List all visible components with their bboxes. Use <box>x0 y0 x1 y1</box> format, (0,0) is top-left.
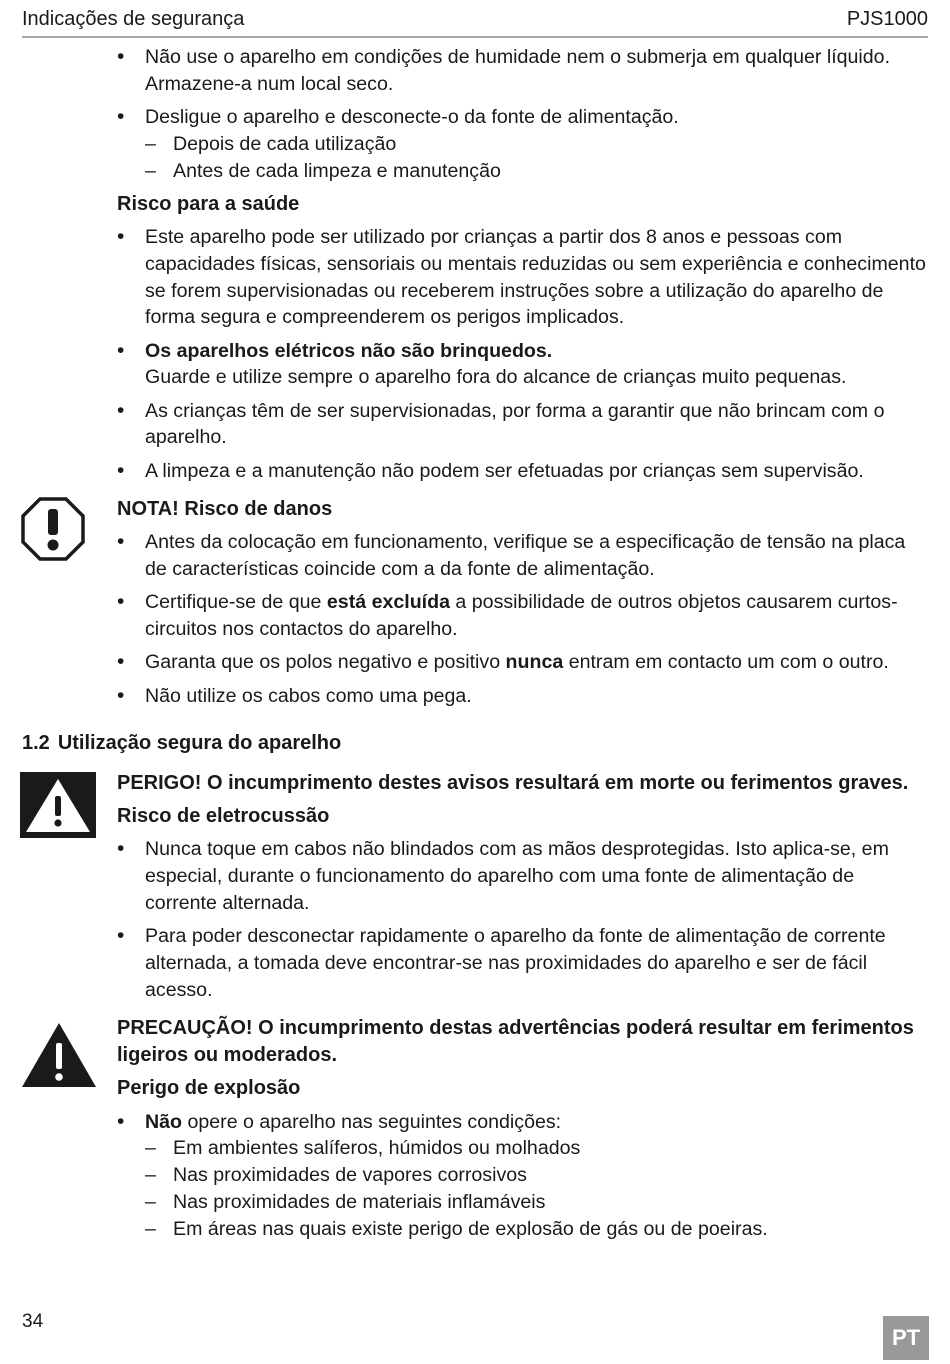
page-content <box>22 44 929 1249</box>
health-bullet-list <box>117 224 929 484</box>
list-item <box>117 836 929 916</box>
header-section-title: Indicações de segurança <box>22 8 245 30</box>
list-item <box>117 458 929 485</box>
notice-heading: NOTA! Risco de danos <box>117 498 333 521</box>
list-item <box>117 529 929 583</box>
dash-list <box>145 131 929 185</box>
bullet-bold-text: está excluída <box>326 591 450 614</box>
notice-bullet-list <box>117 529 929 709</box>
list-item <box>117 589 929 643</box>
list-item <box>117 104 929 184</box>
warning-triangle-icon <box>20 1021 98 1089</box>
bullet-text: Para poder desconectar rapidamente o aparelho da fonte de alimentação de corrente alternada, a tomada deve encontrar-se nas proximidades do aparelho e ser de fácil acesso. <box>145 924 886 1001</box>
bullet-text: Este aparelho pode ser utilizado por crianças a partir dos 8 anos e pessoas com capacidades físicas, sensoriais ou mentais reduzidas ou sem experiência e conhecimento se forem supervisionadas ou receberem instruções sobre a utilização do aparelho de forma segura e compreenderem os perigos implicados. <box>145 225 926 329</box>
header-product-code: PJS1000 <box>846 8 928 30</box>
list-item <box>117 649 929 676</box>
list-item <box>117 923 929 1003</box>
danger-block <box>117 770 929 1004</box>
notice-block <box>117 496 929 709</box>
section-title: Utilização segura do aparelho <box>57 731 342 754</box>
page-header <box>22 6 928 38</box>
bullet-text: Não use o aparelho em condições de humidade nem o submerja em qualquer líquido. Armazene-a num local seco. <box>145 46 891 95</box>
list-item <box>117 44 929 98</box>
bullet-text: Certifique-se de que <box>145 591 327 614</box>
language-badge: PT <box>883 1316 929 1360</box>
dash-item: – Depois de cada utilização <box>145 131 929 158</box>
health-risk-heading: Risco para a saúde <box>117 192 300 215</box>
bullet-text: Desligue o aparelho e desconecte-o da fonte de alimentação. <box>145 105 679 128</box>
explosion-risk-heading: Perigo de explosão <box>117 1077 301 1100</box>
electrocution-risk-heading: Risco de eletrocussão <box>117 805 330 828</box>
list-item <box>117 224 929 331</box>
list-item <box>117 683 929 710</box>
list-item <box>117 398 929 452</box>
danger-bullet-list <box>117 836 929 1003</box>
warning-triangle-icon <box>20 772 96 838</box>
danger-signal-word: PERIGO! O incumprimento destes avisos resultará em morte ou ferimentos graves. <box>117 771 909 794</box>
bullet-text: Não utilize os cabos como uma pega. <box>145 684 472 707</box>
bullet-bold-text: Não <box>145 1110 183 1133</box>
caution-signal-word: PRECAUÇÃO! O incumprimento destas advertências poderá resultar em ferimentos ligeiros ou moderados. <box>117 1017 914 1067</box>
top-bullet-list <box>117 44 929 184</box>
octagon-exclamation-icon <box>20 496 86 562</box>
bullet-bold-text: Os aparelhos elétricos não são brinquedos. <box>145 339 553 362</box>
dash-item: – Nas proximidades de materiais inflamáveis <box>145 1189 929 1216</box>
bullet-text: Nunca toque em cabos não blindados com as mãos desprotegidas. Isto aplica-se, em especial, durante o funcionamento do aparelho com uma fonte de alimentação de corrente alternada. <box>145 838 889 914</box>
list-item <box>117 338 929 392</box>
bullet-text: As crianças têm de ser supervisionadas, por forma a garantir que não brincam com o aparelho. <box>145 399 885 449</box>
section-number: 1.2 <box>22 731 50 754</box>
page-number: 34 <box>22 1311 44 1332</box>
bullet-text: opere o aparelho nas seguintes condições: <box>182 1110 562 1133</box>
caution-block <box>117 1015 929 1242</box>
bullet-text: entram em contacto um com o outro. <box>563 651 889 674</box>
bullet-text: Antes da colocação em funcionamento, verifique se a especificação de tensão na placa de características coincide com a da fonte de alimentação. <box>145 531 906 581</box>
bullet-bold-text: nunca <box>505 651 564 674</box>
bullet-text: a possibilidade de outros objetos causarem curtos-circuitos nos contactos do aparelho. <box>145 591 898 641</box>
caution-bullet-list <box>117 1109 929 1243</box>
dash-list <box>145 1135 929 1242</box>
dash-item: – Em ambientes salíferos, húmidos ou molhados <box>145 1135 929 1162</box>
section-heading-block <box>22 716 929 770</box>
bullet-text: Garanta que os polos negativo e positivo <box>145 651 506 674</box>
bullet-text: Guarde e utilize sempre o aparelho fora do alcance de crianças muito pequenas. <box>145 366 847 389</box>
dash-item: – Antes de cada limpeza e manutenção <box>145 158 929 185</box>
bullet-text: A limpeza e a manutenção não podem ser efetuadas por crianças sem supervisão. <box>145 459 864 482</box>
list-item <box>117 1109 929 1243</box>
section-heading <box>22 730 341 757</box>
dash-item: – Em áreas nas quais existe perigo de explosão de gás ou de poeiras. <box>145 1216 929 1243</box>
dash-item: – Nas proximidades de vapores corrosivos <box>145 1162 929 1189</box>
